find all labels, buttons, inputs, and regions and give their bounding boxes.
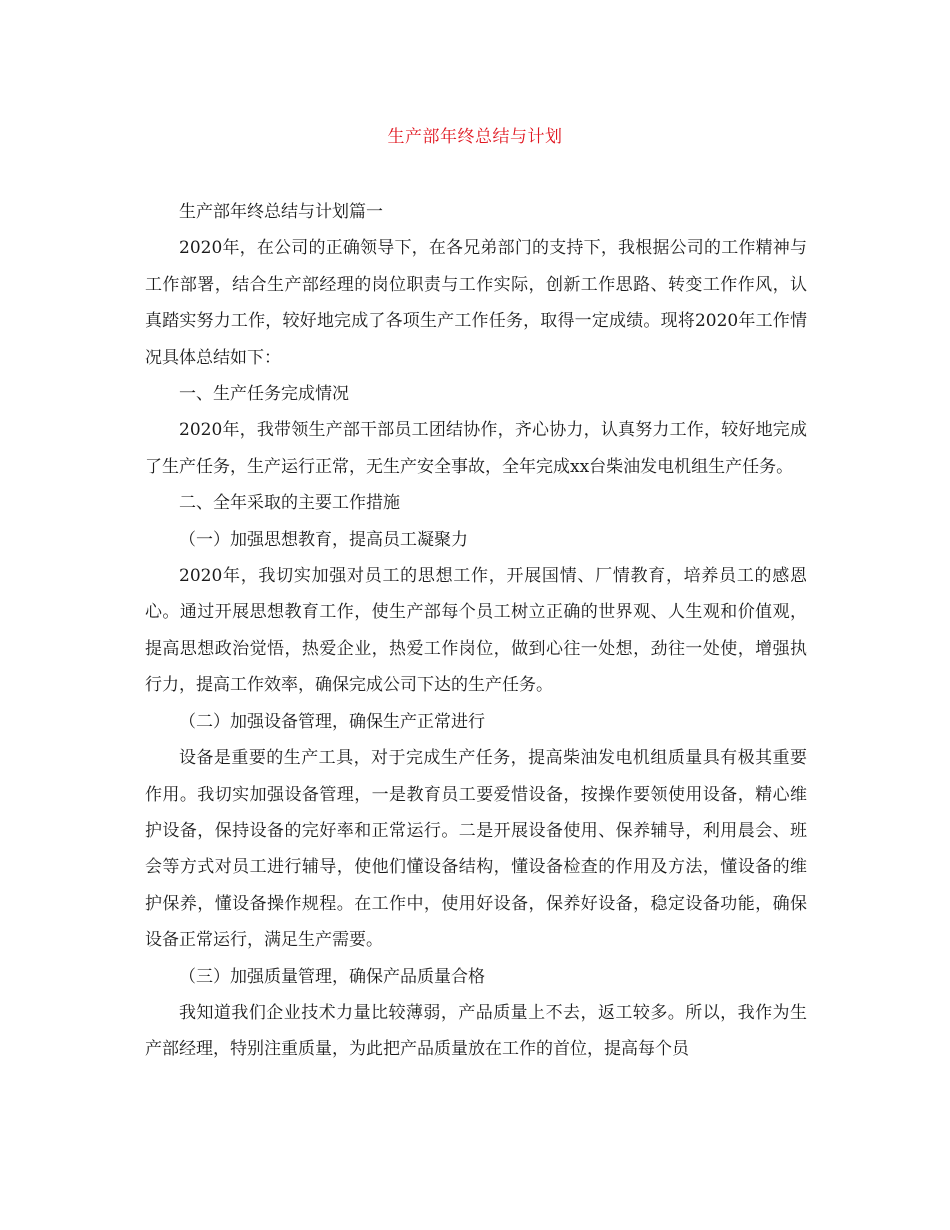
document-title: 生产部年终总结与计划 [387, 127, 563, 147]
paragraph: 2020年，我带领生产部干部员工团结协作，齐心协力，认真努力工作，较好地完成了生产任务，生产运行正常，无生产安全事故，全年完成xx台柴油发电机组生产任务。 [145, 420, 807, 477]
document-body [145, 194, 807, 1068]
paragraph: 2020年，在公司的正确领导下，在各兄弟部门的支持下，我根据公司的工作精神与工作部署，结合生产部经理的岗位职责与工作实际，创新工作思路、转变工作作风，认真踏实努力工作，较好地完成了各项生产工作任务，取得一定成绩。现将2020年工作情况具体总结如下： [145, 238, 807, 368]
subsection-heading: （二）加强设备管理，确保生产正常进行 [179, 711, 485, 732]
subsection-heading: （一）加强思想教育，提高员工凝聚力 [179, 529, 468, 550]
section-heading: 一、生产任务完成情况 [179, 384, 349, 405]
section-heading: 二、全年采取的主要工作措施 [179, 493, 400, 514]
paragraph: 设备是重要的生产工具，对于完成生产任务，提高柴油发电机组质量具有极其重要作用。我切实加强设备管理，一是教育员工要爱惜设备，按操作要领使用设备，精心维护设备，保持设备的完好率和正常运行。二是开展设备使用、保养辅导，利用晨会、班会等方式对员工进行辅导，使他们懂设备结构，懂设备检查的作用及方法，懂设备的维护保养，懂设备操作规程。在工作中，使用好设备，保养好设备，稳定设备功能，确保设备正常运行，满足生产需要。 [145, 748, 807, 951]
paragraph: 2020年，我切实加强对员工的思想工作，开展国情、厂情教育，培养员工的感恩心。通过开展思想教育工作，使生产部每个员工树立正确的世界观、人生观和价值观，提高思想政治觉悟，热爱企业，热爱工作岗位，做到心往一处想，劲往一处使，增强执行力，提高工作效率，确保完成公司下达的生产任务。 [145, 566, 807, 696]
paragraph: 我知道我们企业技术力量比较薄弱，产品质量上不去，返工较多。所以，我作为生产部经理，特别注重质量，为此把产品质量放在工作的首位，提高每个员 [145, 1002, 807, 1060]
section-heading: 生产部年终总结与计划篇一 [179, 202, 383, 222]
subsection-heading: （三）加强质量管理，确保产品质量合格 [179, 966, 485, 987]
